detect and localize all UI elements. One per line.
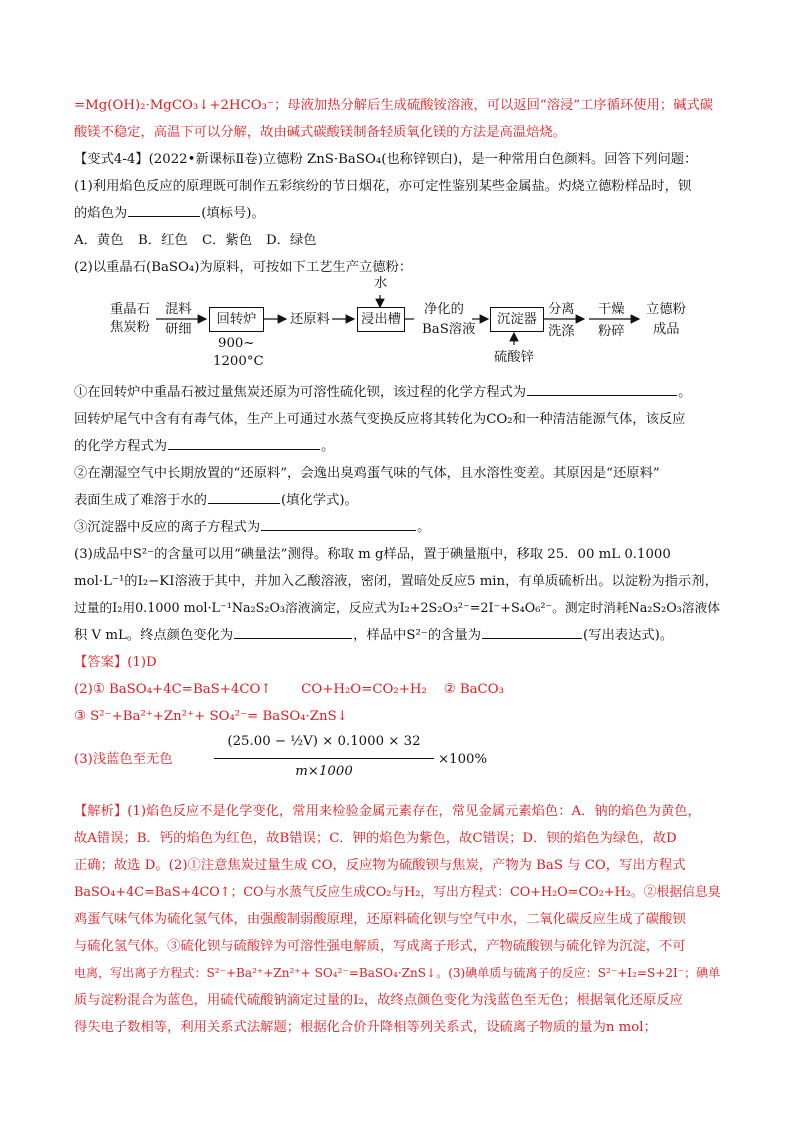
precipitator-box: 沉淀器 [490, 307, 544, 332]
option-c: C．紫色 [202, 233, 253, 248]
answer-blank [208, 488, 280, 504]
q3-line-2: mol·L⁻¹的I₂−KI溶液于其中，并加入乙酸溶液，密闭，置暗处反应5 min，有单质硫析出。以淀粉为指示剂， [74, 574, 718, 589]
prev-answer-line-2: 酸镁不稳定，高温下可以分解，故由碱式碳酸镁制备轻质氧化镁的方法是高温焙烧。 [74, 125, 566, 140]
q1-line-2 [74, 200, 726, 227]
q3-text-b: ，样品中S²⁻的含量为 [353, 628, 482, 643]
raw-material-1: 重晶石 [110, 302, 150, 317]
option-b: B．红色 [138, 233, 188, 248]
q2-2-text-a: 表面生成了难溶于水的 [74, 493, 207, 508]
analysis-line-5: 鸡蛋气味气体为硫化氢气体，由强酸制弱酸原理，还原料硫化钡与空气中水，二氧化碳反应生成了碳酸钡 [74, 912, 686, 927]
q2-2-text-b: (填化学式)。 [280, 493, 358, 508]
answer-line-3: ③ S²⁻+Ba²⁺+Zn²⁺+ SO₄²⁻= BaSO₄·ZnS↓ [74, 709, 348, 724]
analysis-line-2: 故A错误；B．钙的焰色为红色，故B错误；C．钾的焰色为紫色，故C错误；D．钡的焰色为绿色，故D [74, 831, 677, 846]
q2-3-line: ③沉淀器中反应的离子方程式为 。 [74, 514, 726, 541]
q2-1-line-2: 回转炉尾气中含有有毒气体，生产上可通过水蒸气变换反应将其转化为CO₂和一种清洁能源气体，该反应 [74, 412, 686, 427]
q2-1-text: ①在回转炉中重晶石被过量焦炭还原为可溶性硫化钡，该过程的化学方程式为 [74, 385, 527, 400]
q3-line-1: (3)成品中S²⁻的含量可以用“碘量法”测得。称取 m g样品，置于碘量瓶中，移取 25．00 mL 0.1000 [74, 547, 671, 562]
step-mix: 混料 [165, 302, 192, 317]
analysis-tag: 【解析】 [74, 804, 128, 819]
q3-line-4 [74, 622, 726, 649]
fraction-bar [214, 758, 434, 759]
fraction-tail: ×100% [438, 752, 488, 767]
temp-range-2: 1200°C [213, 354, 264, 369]
analysis-line-8: 质与淀粉混合为蓝色，用硫代硫酸钠滴定过量的I₂，故终点颜色变化为浅蓝色至无色；根据氧化还原反应 [74, 993, 683, 1008]
answer-blank [168, 434, 320, 450]
answer-line-1 [74, 649, 726, 676]
q1-options [74, 227, 726, 254]
q2-2-line-2 [74, 487, 726, 514]
analysis-line-1 [74, 798, 726, 825]
question-intro-text: (2022•新课标Ⅱ卷)立德粉 ZnS·BaSO₄(也称锌钡白)，是一种常用白色颜料。回答下列问题： [148, 152, 698, 167]
document-page [74, 92, 726, 1041]
analysis-text-0: (1)焰色反应不是化学变化，常用来检验金属元素存在，常见金属元素焰色：A．钠的焰色为黄色， [127, 804, 701, 819]
q1-line-1: (1)利用焰色反应的原理既可制作五彩缤纷的节日烟花，亦可定性鉴别某些金属盐。灼烧立德粉样品时，钡 [74, 179, 692, 194]
answer-tag: 【答案】 [74, 655, 128, 670]
answer-blank [261, 515, 416, 531]
q1-text-b: (填标号)。 [201, 206, 265, 221]
temp-range-1: 900~ [218, 336, 255, 351]
answer-blank [234, 623, 352, 639]
reduced-material: 还原料 [290, 312, 330, 327]
analysis-line-6: 与硫化氢气体。③硫化钡与硫酸锌为可溶性强电解质，写成离子形式，产物硫酸钡与硫化锌为沉淀，不可 [74, 939, 686, 954]
q2-1-line-3: 的化学方程式为 。 [74, 433, 726, 460]
q3-text-c: (写出表达式)。 [583, 628, 674, 643]
q3-text-a: 积 V mL。终点颜色变化为 [74, 628, 234, 643]
prev-answer-line-1: =Mg(OH)₂·MgCO₃↓+2HCO₃⁻；母液加热分解后生成硫酸铵溶液，可以返回“溶浸”工序循环使用；碱式碳 [74, 98, 714, 113]
analysis-line-4: BaSO₄+4C=BaS+4CO↑；CO与水蒸气反应生成CO₂与H₂，写出方程式：CO+H₂O=CO₂+H₂。②根据信息臭 [74, 885, 721, 900]
option-a: A．黄色 [74, 233, 124, 248]
analysis-line-7: 电离，写出离子方程式：S²⁻+Ba²⁺+Zn²⁺+ SO₄²⁻=BaSO₄·ZnS↓。(3)碘单质与硫离子的反应：S²⁻+I₂=S+2I⁻；碘单 [74, 966, 721, 980]
process-flow-diagram [74, 276, 726, 375]
step-crush: 粉碎 [598, 324, 625, 339]
raw-material-2: 焦炭粉 [110, 320, 150, 335]
q2-3-text: ③沉淀器中反应的离子方程式为 [74, 520, 261, 535]
answer-blank [128, 201, 200, 217]
option-d: D．绿色 [266, 233, 317, 248]
product-1: 立德粉 [646, 302, 686, 317]
answer-line-4 [74, 730, 726, 792]
answer-blank [482, 623, 582, 639]
purified-solution-1: 净化的 [424, 302, 464, 317]
q2-2-line-1: ②在潮湿空气中长期放置的“还原料”，会逸出臭鸡蛋气味的气体，且水溶性变差。其原因是“还原料” [74, 466, 660, 481]
question-tag: 【变式4-4】 [74, 152, 149, 167]
fraction-denominator: m×1000 [295, 764, 353, 779]
leach-tank-box: 浸出槽 [357, 307, 405, 332]
analysis-line-3: 正确；故选 D。(2)①注意焦炭过量生成 CO，反应物为硫酸钡与焦炭，产物为 BaS 与 CO，写出方程式 [74, 858, 686, 873]
fraction-numerator: (25.00 − ½V) × 0.1000 × 32 [227, 734, 421, 749]
analysis-line-9: 得失电子数相等，利用关系式法解题；根据化合价升降相等列关系式，设硫离子物质的量为n mol； [74, 1020, 657, 1035]
answer-line-2: (2)① BaSO₄+4C=BaS+4CO↑ CO+H₂O=CO₂+H₂ ② BaCO₃ [74, 682, 504, 697]
q2-1-text-3: 的化学方程式为 [74, 439, 168, 454]
answer-color-change: (3)浅蓝色至无色 [74, 752, 173, 767]
q2-intro: (2)以重晶石(BaSO₄)为原料，可按如下工艺生产立德粉： [74, 260, 413, 275]
zinc-sulfate-label: 硫酸锌 [494, 350, 534, 365]
product-2: 成品 [653, 322, 680, 337]
question-intro [74, 146, 726, 173]
step-dry: 干燥 [598, 302, 625, 317]
q2-1-line-1: ①在回转炉中重晶石被过量焦炭还原为可溶性硫化钡，该过程的化学方程式为 。 [74, 379, 726, 406]
water-label: 水 [374, 276, 388, 291]
step-wash: 洗涤 [548, 324, 575, 339]
furnace-box: 回转炉 [209, 307, 264, 332]
step-grind: 研细 [165, 322, 192, 337]
answer-1: (1)D [127, 655, 157, 670]
answer-blank [527, 380, 677, 396]
step-separate: 分离 [548, 302, 575, 317]
q1-text-a: 的焰色为 [74, 206, 128, 221]
q3-line-3: 过量的I₂用0.1000 mol·L⁻¹Na₂S₂O₃溶液滴定，反应式为I₂+2S₂O₃²⁻=2I⁻+S₄O₆²⁻。测定时消耗Na₂S₂O₃溶液体 [74, 601, 720, 616]
purified-solution-2: BaS溶液 [422, 322, 476, 337]
